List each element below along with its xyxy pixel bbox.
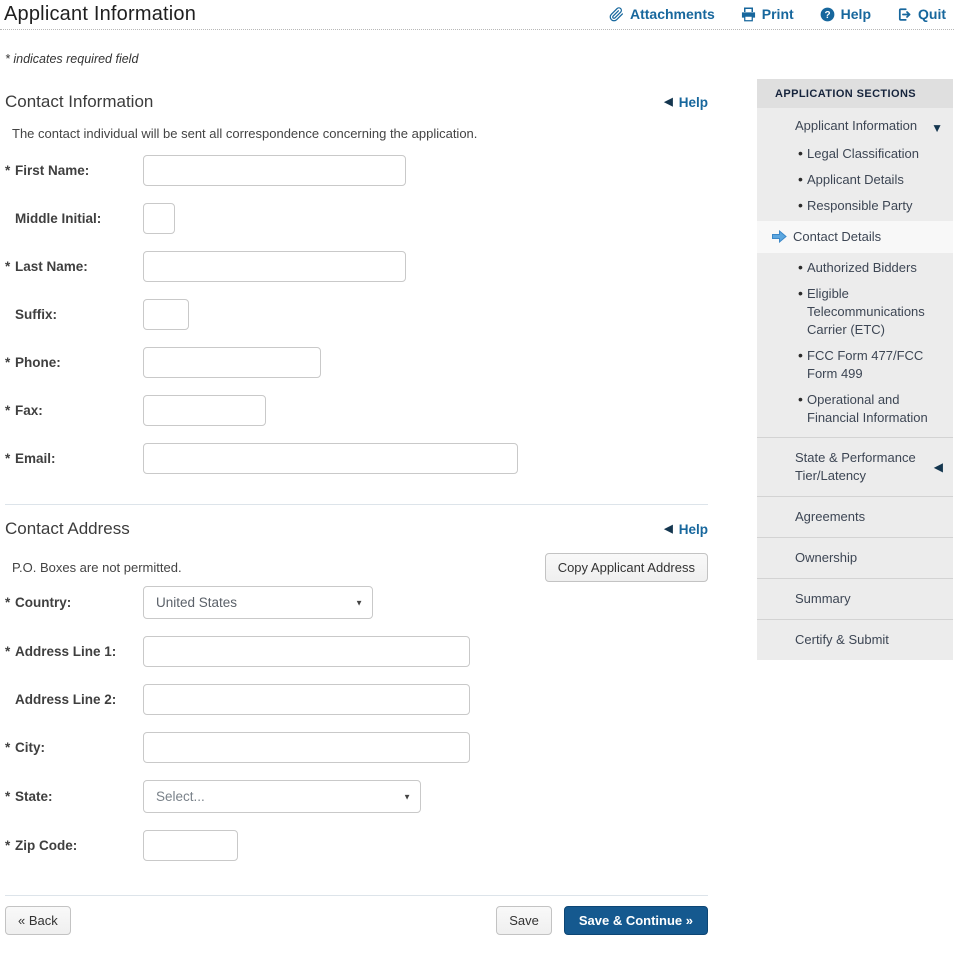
city-label bbox=[5, 740, 143, 755]
last-name-row bbox=[5, 251, 708, 282]
sidebar-item-contact-details[interactable] bbox=[757, 221, 953, 253]
sidebar-item-certify-submit[interactable] bbox=[757, 619, 953, 660]
suffix-label-text: Suffix: bbox=[15, 307, 57, 322]
city-label-text: City: bbox=[15, 740, 45, 755]
sidebar-item-operational-financial-information[interactable] bbox=[757, 387, 953, 431]
content-column bbox=[5, 52, 708, 935]
po-box-note: P.O. Boxes are not permitted. bbox=[12, 560, 182, 575]
contact-information-help-link[interactable] bbox=[664, 95, 708, 110]
top-links bbox=[609, 6, 946, 22]
required-mark: * bbox=[5, 838, 11, 853]
address-line-1-row bbox=[5, 636, 708, 667]
contact-information-form bbox=[5, 155, 708, 474]
sidebar-item-eligible-telecommunications-carrier[interactable] bbox=[757, 281, 953, 343]
save-continue-button[interactable]: Save & Continue » bbox=[564, 906, 708, 935]
left-arrow-icon: ◀ bbox=[664, 522, 673, 535]
address-line-2-label bbox=[5, 692, 143, 707]
sidebar-item-agreements[interactable] bbox=[757, 496, 953, 537]
address-line-1-label-text: Address Line 1: bbox=[15, 644, 117, 659]
phone-input[interactable] bbox=[143, 347, 321, 378]
phone-label bbox=[5, 355, 143, 370]
fax-input[interactable] bbox=[143, 395, 266, 426]
attachments-label: Attachments bbox=[629, 6, 715, 22]
required-mark bbox=[5, 692, 15, 707]
email-label bbox=[5, 451, 143, 466]
footer-divider bbox=[5, 895, 708, 896]
help-link[interactable] bbox=[820, 6, 871, 22]
address-line-1-input[interactable] bbox=[143, 636, 470, 667]
sidebar-item-label: Applicant Details bbox=[807, 172, 904, 187]
required-mark: * bbox=[5, 595, 11, 610]
required-mark: * bbox=[5, 644, 11, 659]
chevron-down-icon: ▼ bbox=[355, 598, 363, 607]
state-select[interactable] bbox=[143, 780, 421, 813]
required-mark: * bbox=[5, 355, 11, 370]
bullet-icon: • bbox=[798, 145, 803, 161]
phone-label-text: Phone: bbox=[15, 355, 61, 370]
address-line-2-row bbox=[5, 684, 708, 715]
contact-information-title: Contact Information bbox=[5, 92, 154, 111]
required-mark: * bbox=[5, 163, 11, 178]
fax-label-text: Fax: bbox=[15, 403, 43, 418]
quit-label: Quit bbox=[918, 6, 946, 22]
po-box-note-row bbox=[5, 553, 708, 582]
fax-row bbox=[5, 395, 708, 426]
required-mark: * bbox=[5, 259, 11, 274]
quit-link[interactable] bbox=[897, 6, 946, 22]
middle-initial-label-text: Middle Initial: bbox=[15, 211, 102, 226]
bullet-icon: • bbox=[798, 259, 803, 275]
sidebar-item-summary[interactable] bbox=[757, 578, 953, 619]
country-select[interactable] bbox=[143, 586, 373, 619]
last-name-label-text: Last Name: bbox=[15, 259, 88, 274]
first-name-label bbox=[5, 163, 143, 178]
middle-initial-row bbox=[5, 203, 708, 234]
right-arrow-icon bbox=[772, 230, 787, 248]
required-mark: * bbox=[5, 789, 11, 804]
required-mark: * bbox=[5, 451, 11, 466]
address-line-2-label-text: Address Line 2: bbox=[15, 692, 117, 707]
address-line-2-input[interactable] bbox=[143, 684, 470, 715]
sidebar-item-label: Authorized Bidders bbox=[807, 260, 917, 275]
page-title: Applicant Information bbox=[4, 3, 197, 25]
chevron-left-icon: ◀ bbox=[933, 460, 943, 474]
required-mark bbox=[5, 211, 15, 226]
sidebar-item-label: Responsible Party bbox=[807, 198, 913, 213]
required-mark: * bbox=[5, 403, 11, 418]
suffix-row bbox=[5, 299, 708, 330]
country-label bbox=[5, 595, 143, 610]
attachments-link[interactable] bbox=[609, 6, 715, 22]
middle-initial-input[interactable] bbox=[143, 203, 175, 234]
sidebar-item-label: Legal Classification bbox=[807, 146, 920, 161]
phone-row bbox=[5, 347, 708, 378]
zip-code-input[interactable] bbox=[143, 830, 238, 861]
required-mark bbox=[5, 307, 15, 322]
required-note: * indicates required field bbox=[5, 52, 139, 66]
state-label-text: State: bbox=[15, 789, 53, 804]
contact-address-help-label: Help bbox=[678, 521, 708, 537]
city-row bbox=[5, 732, 708, 763]
middle-initial-label bbox=[5, 211, 143, 226]
bullet-icon: • bbox=[798, 391, 803, 407]
state-select-value: Select... bbox=[156, 789, 205, 804]
sidebar-item-label: Operational and Financial Information bbox=[807, 392, 928, 425]
paperclip-icon bbox=[609, 7, 624, 22]
fax-label bbox=[5, 403, 143, 418]
sidebar-item-label: Certify & Submit bbox=[795, 632, 889, 647]
zip-code-label bbox=[5, 838, 143, 853]
suffix-label bbox=[5, 307, 143, 322]
sidebar-item-fcc-form-477-499[interactable] bbox=[757, 343, 953, 387]
section-divider bbox=[5, 504, 708, 505]
copy-applicant-address-button[interactable]: Copy Applicant Address bbox=[545, 553, 708, 582]
email-label-text: Email: bbox=[15, 451, 56, 466]
logout-icon bbox=[897, 7, 912, 22]
bullet-icon: • bbox=[798, 347, 803, 363]
application-sections-sidebar bbox=[757, 79, 953, 660]
zip-code-row bbox=[5, 830, 708, 861]
state-label bbox=[5, 789, 143, 804]
back-button[interactable]: « Back bbox=[5, 906, 71, 935]
sidebar-item-label: Contact Details bbox=[793, 229, 882, 244]
sidebar-item-responsible-party[interactable] bbox=[757, 193, 953, 219]
sidebar-item-authorized-bidders[interactable] bbox=[757, 255, 953, 281]
bullet-icon: • bbox=[798, 197, 803, 213]
chevron-down-icon: ▼ bbox=[931, 121, 943, 135]
bullet-icon: • bbox=[798, 285, 803, 301]
email-input[interactable] bbox=[143, 443, 518, 474]
sidebar-item-applicant-information[interactable] bbox=[757, 108, 953, 141]
help-label: Help bbox=[840, 6, 871, 22]
contact-address-help-link[interactable] bbox=[664, 522, 708, 537]
country-select-value: United States bbox=[156, 595, 238, 610]
sidebar-item-state-performance-tier-latency[interactable] bbox=[757, 437, 953, 496]
main-area bbox=[0, 52, 954, 935]
printer-icon bbox=[741, 7, 756, 22]
footer-buttons bbox=[5, 906, 708, 935]
sidebar-item-applicant-details[interactable] bbox=[757, 167, 953, 193]
suffix-input[interactable] bbox=[143, 299, 189, 330]
contact-information-section-head bbox=[5, 92, 708, 112]
sidebar-item-label: FCC Form 477/FCC Form 499 bbox=[807, 348, 924, 381]
sidebar-item-label: Ownership bbox=[795, 550, 858, 565]
sidebar-item-label: Eligible Telecommunications Carrier (ETC) bbox=[807, 286, 925, 337]
contact-address-section-head bbox=[5, 519, 708, 539]
print-label: Print bbox=[761, 6, 794, 22]
sidebar-item-ownership[interactable] bbox=[757, 537, 953, 578]
help-circle-icon bbox=[820, 7, 835, 22]
first-name-input[interactable] bbox=[143, 155, 406, 186]
bullet-icon: • bbox=[798, 171, 803, 187]
contact-information-help-label: Help bbox=[678, 94, 708, 110]
zip-code-label-text: Zip Code: bbox=[15, 838, 78, 853]
contact-address-title: Contact Address bbox=[5, 519, 130, 538]
city-input[interactable] bbox=[143, 732, 470, 763]
sidebar-item-label: State & Performance Tier/Latency bbox=[795, 450, 916, 483]
print-link[interactable] bbox=[741, 6, 794, 22]
last-name-label bbox=[5, 259, 143, 274]
email-row bbox=[5, 443, 708, 474]
contact-address-form bbox=[5, 586, 708, 861]
sidebar-title: APPLICATION SECTIONS bbox=[757, 79, 953, 108]
svg-text:?: ? bbox=[824, 9, 831, 21]
contact-information-description: The contact individual will be sent all correspondence concerning the application. bbox=[12, 126, 478, 141]
country-row bbox=[5, 586, 708, 619]
country-label-text: Country: bbox=[15, 595, 72, 610]
sidebar-item-label: Summary bbox=[795, 591, 851, 606]
sidebar-item-label: Agreements bbox=[795, 509, 866, 524]
top-bar bbox=[0, 0, 954, 30]
state-row bbox=[5, 780, 708, 813]
sidebar-item-legal-classification[interactable] bbox=[757, 141, 953, 167]
address-line-1-label bbox=[5, 644, 143, 659]
required-mark: * bbox=[5, 740, 11, 755]
last-name-input[interactable] bbox=[143, 251, 406, 282]
sidebar-nav bbox=[757, 108, 953, 660]
first-name-label-text: First Name: bbox=[15, 163, 90, 178]
save-button[interactable]: Save bbox=[496, 906, 552, 935]
chevron-down-icon: ▼ bbox=[403, 792, 411, 801]
first-name-row bbox=[5, 155, 708, 186]
sidebar-item-label: Applicant Information bbox=[795, 118, 918, 133]
left-arrow-icon: ◀ bbox=[664, 95, 673, 108]
